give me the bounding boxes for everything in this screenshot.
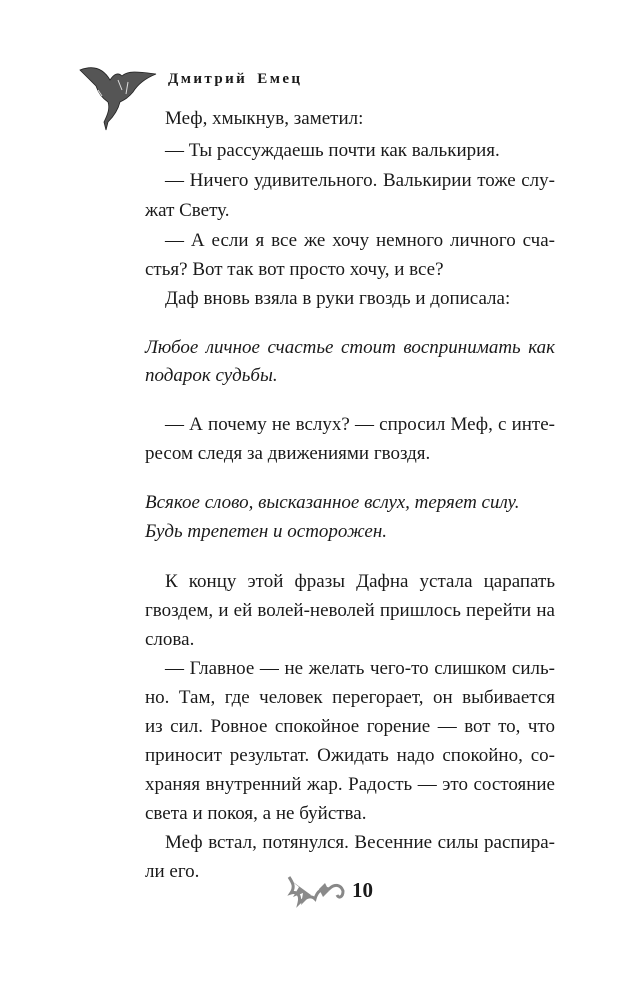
italic-inscription-line: Всякое слово, высказанное вслух, теряет силу. [145,492,520,513]
text-line: стья? Вот так вот просто хочу, и все? [145,259,444,280]
running-header-author: Дмитрий Емец [168,71,303,87]
text-line: света и покоя, а не буйства. [145,803,367,824]
text-line: К концу этой фразы Дафна устала царапать [165,571,555,592]
text-line: — Главное — не желать чего-то слишком силь- [165,658,555,679]
text-line: из сил. Ровное спокойное горение — вот то, что [145,716,555,737]
text-line: жат Свету. [145,200,230,221]
italic-inscription-line: подарок судьбы. [145,365,278,386]
text-line: — А почему не вслух? — спросил Меф, с инте- [165,414,555,435]
text-line: Меф, хмыкнув, заметил: [165,108,364,129]
bat-dragon-icon [78,60,163,132]
text-line: приносит результат. Ожидать надо спокойно, со- [145,745,555,766]
text-line: — А если я все же хочу немного личного сча- [165,230,555,251]
text-line: Даф вновь взяла в руки гвоздь и дописала: [165,288,511,309]
vine-ornament-icon [285,873,347,911]
italic-inscription-line: Будь трепетен и осторожен. [145,521,387,542]
text-line: Меф встал, потянулся. Весенние силы распира- [165,832,555,853]
page-number: 10 [352,878,373,902]
text-line: — Ты рассуждаешь почти как валькирия. [165,140,500,161]
text-line: ли его. [145,861,200,882]
text-line: гвоздем, и ей волей-неволей пришлось перейти на [145,600,555,621]
text-line: — Ничего удивительного. Валькирии тоже слу- [165,170,555,191]
text-line: ресом следя за движениями гвоздя. [145,443,431,464]
text-line: но. Там, где человек перегорает, он выбивается [145,687,555,708]
text-line: слова. [145,629,195,650]
text-line: храняя внутренний жар. Радость — это состояние [145,774,555,795]
italic-inscription-line: Любое личное счастье стоит воспринимать как [145,337,555,358]
